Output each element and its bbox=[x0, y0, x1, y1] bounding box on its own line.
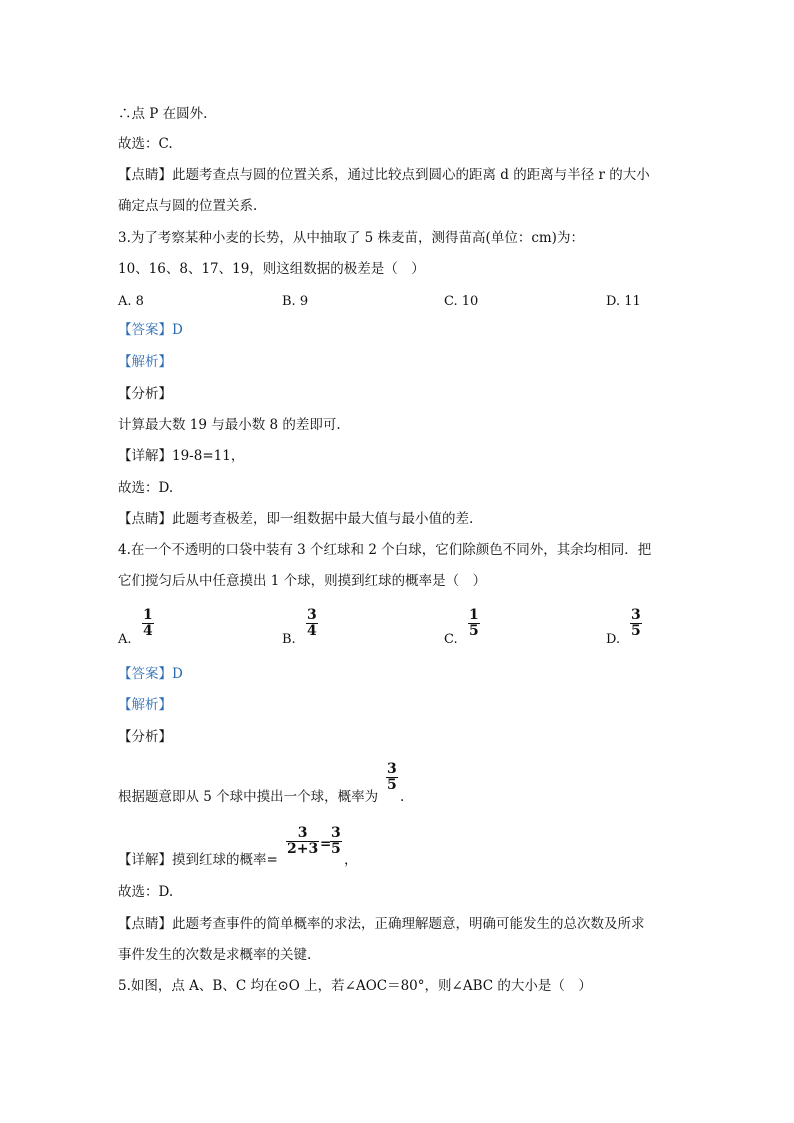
q4-stem: 4.在一个不透明的口袋中装有 3 个红球和 2 个白球，它们除颜色不同外，其余均相同．把 bbox=[118, 542, 652, 558]
q4-fenxi-period: . bbox=[400, 789, 405, 805]
q4-analysis-heading: 【解析】 bbox=[118, 697, 172, 713]
q4-answer: 【答案】D bbox=[118, 666, 183, 682]
equals-sign: = bbox=[320, 836, 332, 852]
q4-detail: 【详解】摸到红球的概率= bbox=[118, 852, 278, 868]
q3-stem-continued: 10、16、8、17、19，则这组数据的极差是（ ） bbox=[118, 261, 425, 277]
choice-line: 故选：C. bbox=[118, 136, 173, 152]
note-line: 【点睛】此题考查点与圆的位置关系，通过比较点到圆心的距离 d 的距离与半径 r 的大小 bbox=[118, 167, 650, 183]
q4-note: 【点睛】此题考查事件的简单概率的求法，正确理解题意，明确可能发生的总次数及所求 bbox=[118, 916, 645, 932]
q3-choice: 故选：D. bbox=[118, 480, 174, 496]
q3-option-a: A. 8 bbox=[118, 294, 144, 309]
q3-option-b: B. 9 bbox=[282, 294, 309, 309]
q4-fenxi-heading: 【分析】 bbox=[118, 729, 172, 745]
q4-option-a: A. $\frac{1}{4}$ bbox=[118, 607, 153, 647]
q3-fenxi-heading: 【分析】 bbox=[118, 386, 172, 402]
q4-option-b: B. $\frac{3}{4}$ bbox=[282, 607, 317, 647]
q3-detail: 【详解】19-8=11， bbox=[118, 448, 245, 464]
q3-answer: 【答案】D bbox=[118, 322, 183, 338]
note-line-continued: 确定点与圆的位置关系. bbox=[118, 198, 258, 214]
q4-note-continued: 事件发生的次数是求概率的关键. bbox=[118, 947, 312, 963]
q3-stem: 3.为了考察某种小麦的长势，从中抽取了 5 株麦苗，测得苗高(单位：cm)为： bbox=[118, 230, 584, 246]
fraction: $\frac{3}{4}$ bbox=[307, 607, 317, 639]
q4-stem-continued: 它们搅匀后从中任意摸出 1 个球，则摸到红球的概率是（ ） bbox=[118, 573, 487, 589]
fraction: $\frac{1}{4}$ bbox=[143, 607, 153, 639]
q4-detail-comma: ， bbox=[344, 852, 358, 868]
q4-choice: 故选：D. bbox=[118, 884, 174, 900]
q4-option-c: C. $\frac{1}{5}$ bbox=[444, 607, 479, 647]
q3-analysis-heading: 【解析】 bbox=[118, 354, 172, 370]
q3-option-c: C. 10 bbox=[444, 294, 479, 309]
conclusion-line: ∴点 P 在圆外. bbox=[118, 106, 208, 122]
fraction: $\frac{3}{2+3}$ bbox=[287, 825, 319, 857]
fraction: $\frac{3}{5}$ bbox=[631, 607, 641, 639]
q5-stem: 5.如图，点 A、B、C 均在⊙O 上，若∠AOC＝80°，则∠ABC 的大小是（ ） bbox=[118, 978, 592, 994]
fraction: $\frac{1}{5}$ bbox=[469, 607, 479, 639]
q3-option-d: D. 11 bbox=[606, 294, 641, 309]
fraction: $\frac{3}{5}$ bbox=[331, 825, 341, 857]
q3-fenxi-text: 计算最大数 19 与最小数 8 的差即可. bbox=[118, 417, 341, 433]
q4-fenxi-text: 根据题意即从 5 个球中摸出一个球，概率为 bbox=[118, 789, 379, 805]
fraction: $\frac{3}{5}$ bbox=[387, 761, 397, 793]
q3-note: 【点睛】此题考查极差，即一组数据中最大值与最小值的差. bbox=[118, 511, 474, 527]
q4-option-d: D. $\frac{3}{5}$ bbox=[606, 607, 641, 647]
